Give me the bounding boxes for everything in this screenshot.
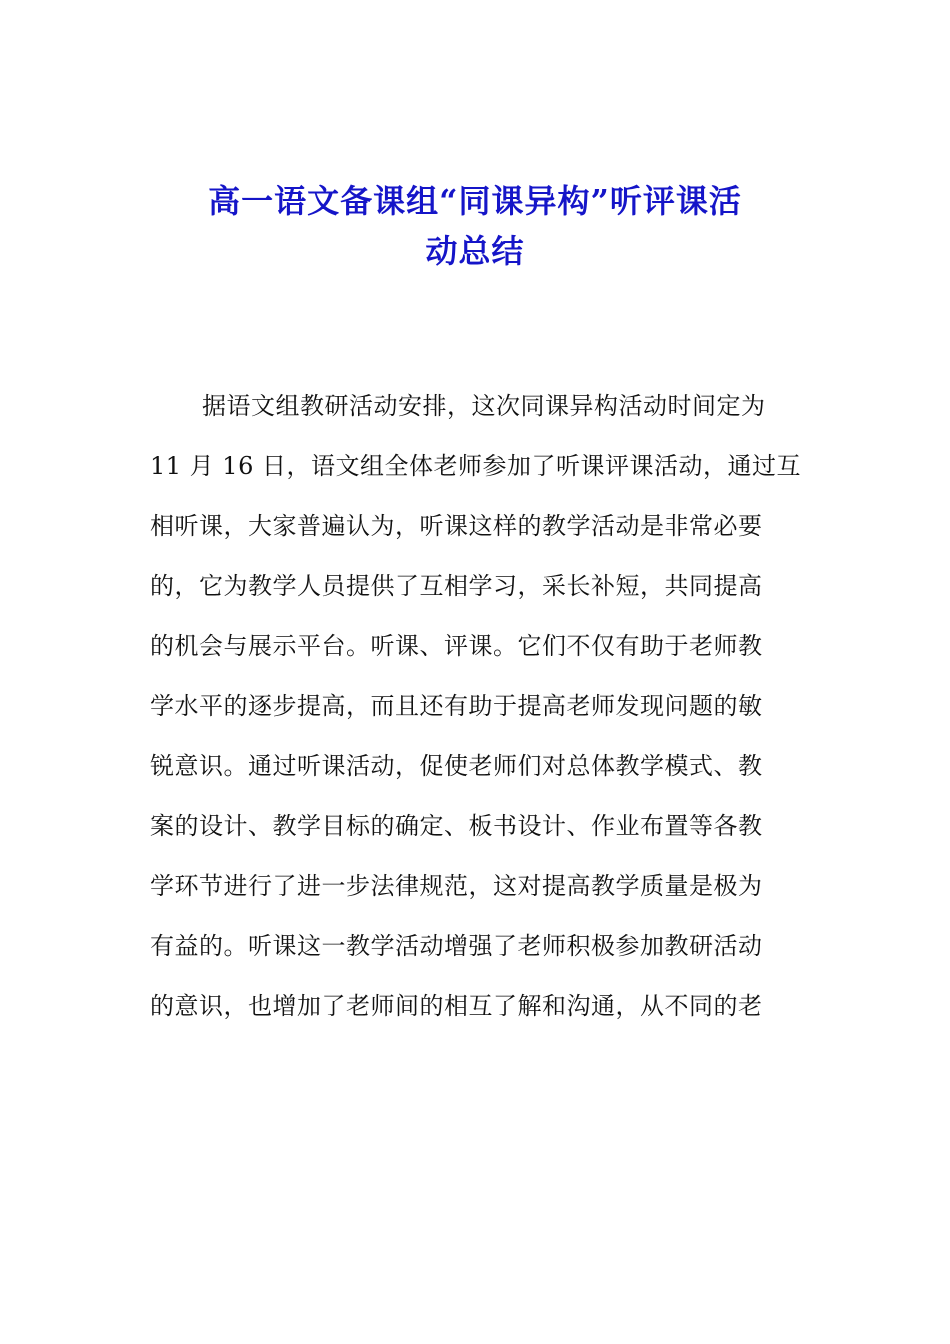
paragraph-line: 相听课，大家普遍认为，听课这样的教学活动是非常必要 — [150, 512, 763, 540]
paragraph-line: 据语文组教研活动安排，这次同课异构活动时间定为 — [202, 392, 766, 420]
title-line-2: 动总结 — [425, 232, 525, 270]
paragraph-line: 的意识，也增加了老师间的相互了解和沟通，从不同的老 — [150, 992, 763, 1020]
title-line-1: 高一语文备课组“同课异构”听评课活 — [208, 182, 742, 220]
paragraph-line: 学水平的逐步提高，而且还有助于提高老师发现问题的敏 — [150, 692, 763, 720]
paragraph-line: 学环节进行了进一步法律规范，这对提高教学质量是极为 — [150, 872, 763, 900]
paragraph-line: 的机会与展示平台。听课、评课。它们不仅有助于老师教 — [150, 632, 763, 660]
paragraph-line: 11 月 16 日，语文组全体老师参加了听课评课活动，通过互 — [150, 452, 801, 480]
document-title — [140, 176, 810, 276]
body-paragraph — [150, 376, 810, 1036]
paragraph-line: 案的设计、教学目标的确定、板书设计、作业布置等各教 — [150, 812, 763, 840]
paragraph-line: 锐意识。通过听课活动，促使老师们对总体教学模式、教 — [150, 752, 763, 780]
paragraph-line: 的，它为教学人员提供了互相学习，采长补短，共同提高 — [150, 572, 763, 600]
paragraph-line: 有益的。听课这一教学活动增强了老师积极参加教研活动 — [150, 932, 763, 960]
